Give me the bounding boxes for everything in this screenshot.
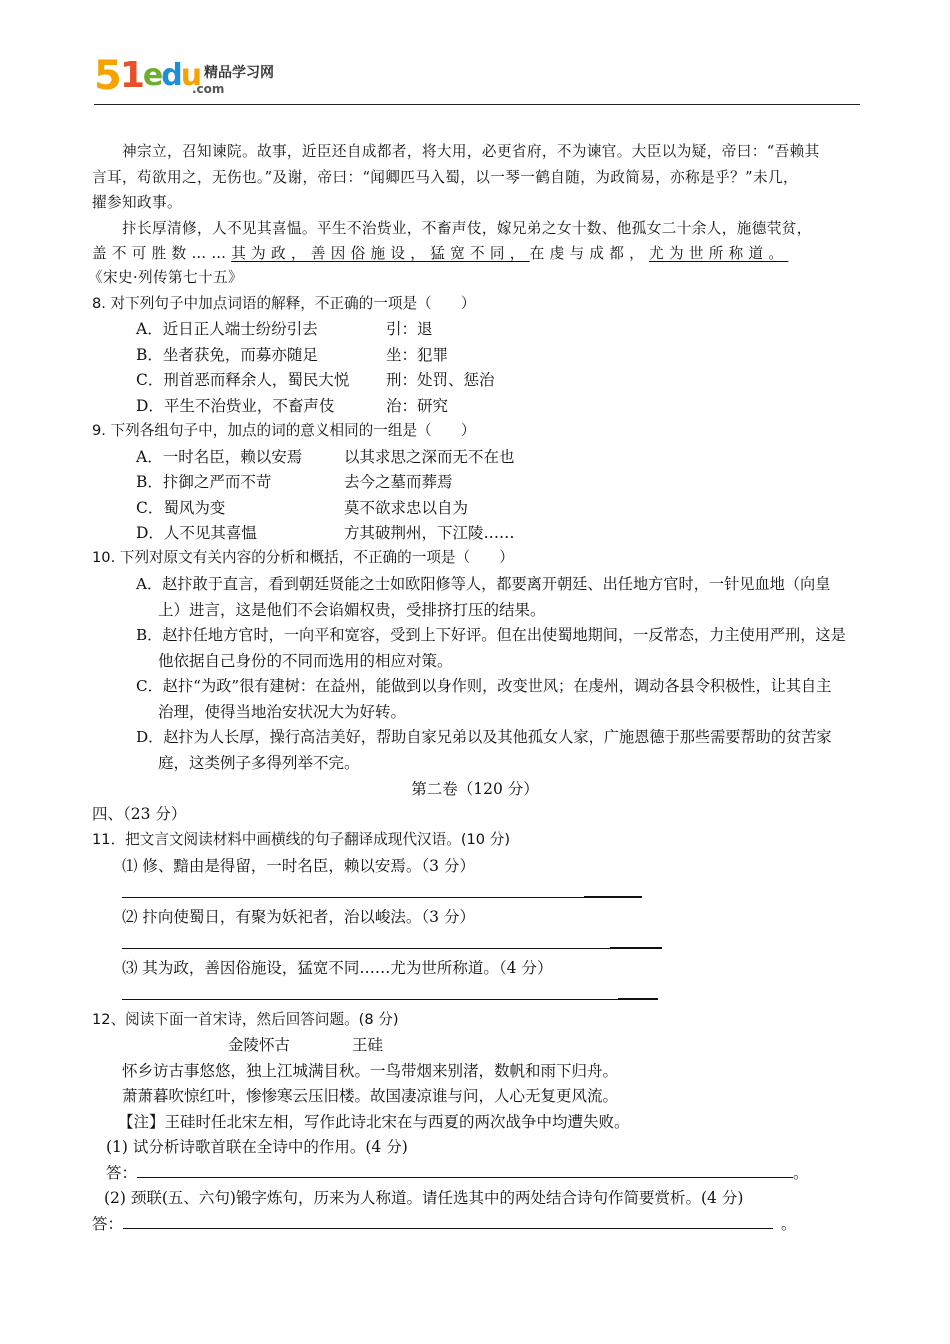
q9-option-d-left: D．人不见其喜愠 [136,524,257,542]
poem-note: 【注】王硅时任北宋左相，写作此诗北宋在与西夏的两次战争中均遭失败。 [118,1113,630,1131]
q8-gloss-b: 坐：犯罪 [386,346,449,364]
site-logo [94,50,284,100]
poem-line-2: 萧萧暮吹惊红叶，惨惨寒云压旧楼。故国凄凉谁与问，人心无复更风流。 [122,1087,619,1105]
answer-period: 。 [781,1215,797,1233]
q8-option-b: B．坐者获免，而募亦随足 [136,346,318,364]
answer-blank-tail [610,933,662,949]
passage-source: 《宋史·列传第七十五》 [88,269,243,286]
q8-gloss-c: 刑：处罚、惩治 [386,371,495,389]
q8-option-a: A．近日正人端士纷纷引去 [136,320,318,338]
q10-stem: 10. 下列对原文有关内容的分析和概括，不正确的一项是（ ） [92,549,514,566]
q10-option-c: C．赵抃“为政”很有建树：在益州，能做到以身作则，改变世风；在虔州，调动各县令积极性，让其自主 [136,677,832,695]
q12-stem: 12、阅读下面一首宋诗，然后回答问题。(8 分) [92,1011,399,1028]
q12-sub-1: (1) 试分析诗歌首联在全诗中的作用。(4 分) [106,1138,408,1156]
q11-sentence-2: ⑵ 抃向使蜀日，有聚为妖祀者，治以峻法。（3 分） [122,908,475,926]
q9-stem: 9. 下列各组句子中，加点的词的意义相同的一组是（ ） [92,422,476,439]
q8-gloss-a: 引：退 [386,320,433,338]
poem-author: 王硅 [352,1036,384,1054]
section-four-heading: 四、（23 分） [92,805,187,823]
answer-blank[interactable] [122,934,610,949]
passage-line-underlined [92,244,788,264]
q11-sentence-3: ⑶ 其为政，善因俗施设，猛宽不同……尤为世所称道。（4 分） [122,959,553,977]
q9-option-d-right: 方其破荆州，下江陵…… [344,524,515,542]
answer-label: 答： [92,1215,124,1233]
q10-option-b: B．赵抃任地方官时，一向平和宽容，受到上下好评。但在出使蜀地期间，一反常态，力主使用严刑，这是 [136,626,846,644]
passage-line: 抃长厚清修，人不见其喜愠。平生不治赀业，不畜声伎，嫁兄弟之女十数、他孤女二十余人，施德茕贫， [122,220,812,237]
q10-option-a-cont: 上）进言，这是他们不会谄媚权贵，受排挤打压的结果。 [158,601,546,619]
underlined-sentence: 其为政，善因俗施设，猛宽不同， [231,245,530,262]
header-divider [94,104,860,105]
q11-stem: 11．把文言文阅读材料中画横线的句子翻译成现代汉语。(10 分) [92,831,511,848]
q9-option-a-right: 以其求思之深而无不在也 [344,448,515,466]
answer-period: 。 [793,1164,809,1182]
q9-option-b-left: B．抃御之严而不苛 [136,473,272,491]
q8-option-d: D．平生不治赀业，不畜声伎 [136,397,335,415]
q10-option-d: D．赵抃为人长厚，操行高洁美好，帮助自家兄弟以及其他孤女人家，广施恩德于那些需要帮助的贫苦家 [136,728,832,746]
logo-dotcom: .com [192,82,225,96]
q8-gloss-d: 治：研究 [386,397,449,415]
q10-option-b-cont: 他依据自己身份的不同而选用的相应对策。 [158,652,453,670]
q8-stem: 8. 对下列句子中加点词语的解释，不正确的一项是（ ） [92,295,476,312]
logo-digit: d [161,58,183,93]
q10-option-c-cont: 治理，使得当地治安状况大为好转。 [158,703,407,721]
q11-answer-line-2[interactable] [122,933,662,954]
poem-line-1: 怀乡访古事悠悠，独上江城满目秋。一鸟带烟来别渚，数帆和雨下归舟。 [122,1062,619,1080]
underlined-sentence: 尤为世所称道。 [649,245,789,262]
q9-option-b-right: 去今之墓而葬焉 [344,473,453,491]
part-two-title: 第二卷（120 分） [411,780,539,798]
answer-blank-tail [618,984,658,1000]
answer-blank-tail [584,882,642,898]
q11-answer-line-1[interactable] [122,882,642,903]
passage-line: 擢参知政事。 [92,194,182,211]
answer-blank[interactable] [123,1214,773,1229]
logo-digit: u [180,58,203,93]
q10-option-d-cont: 庭，这类例子多得列举不完。 [158,754,360,772]
answer-blank[interactable] [122,985,618,1000]
q11-answer-line-3[interactable] [122,984,658,1005]
answer-label: 答： [106,1164,138,1182]
answer-blank[interactable] [122,883,584,898]
passage-line: 言耳，苟欲用之，无伤也。”及谢，帝曰：“闻卿匹马入蜀，以一琴一鹤自随，为政简易，亦称是乎？”未几， [92,169,798,186]
logo-digits [94,52,203,99]
logo-digit: 5 [94,53,122,99]
q12-sub-2: (2) 颈联(五、六句)锻字炼句，历来为人称道。请任选其中的两处结合诗句作简要赏析。(4 分) [104,1189,744,1207]
answer-blank[interactable] [137,1163,793,1178]
q9-option-c-right: 莫不欲求忠以自为 [344,499,469,517]
logo-digit: 1 [119,55,145,96]
poem-title: 金陵怀古 [228,1036,291,1054]
q11-sentence-1: ⑴ 修、黯由是得留，一时名臣，赖以安焉。（3 分） [122,857,475,875]
passage-segment: 盖不可胜数…… [92,245,232,262]
q12-answer-2[interactable] [92,1214,797,1234]
q8-option-c: C．刑首恶而释余人，蜀民大悦 [136,371,350,389]
passage-line: 神宗立，召知谏院。故事，近臣还自成都者，将大用，必更省府，不为谏官。大臣以为疑，帝曰：“吾赖其 [122,143,820,160]
logo-site-name: 精品学习网 [204,65,274,81]
q12-answer-1[interactable] [106,1163,809,1183]
passage-segment: 在虔与成都， [529,245,650,262]
q10-option-a: A．赵抃敢于直言，看到朝廷贤能之士如欧阳修等人，都要离开朝廷、出任地方官时，一针见血地（向皇 [136,575,831,593]
q9-option-c-left: C．蜀风为变 [136,499,226,517]
q9-option-a-left: A．一时名臣，赖以安焉 [136,448,303,466]
logo-digit: e [142,58,164,93]
